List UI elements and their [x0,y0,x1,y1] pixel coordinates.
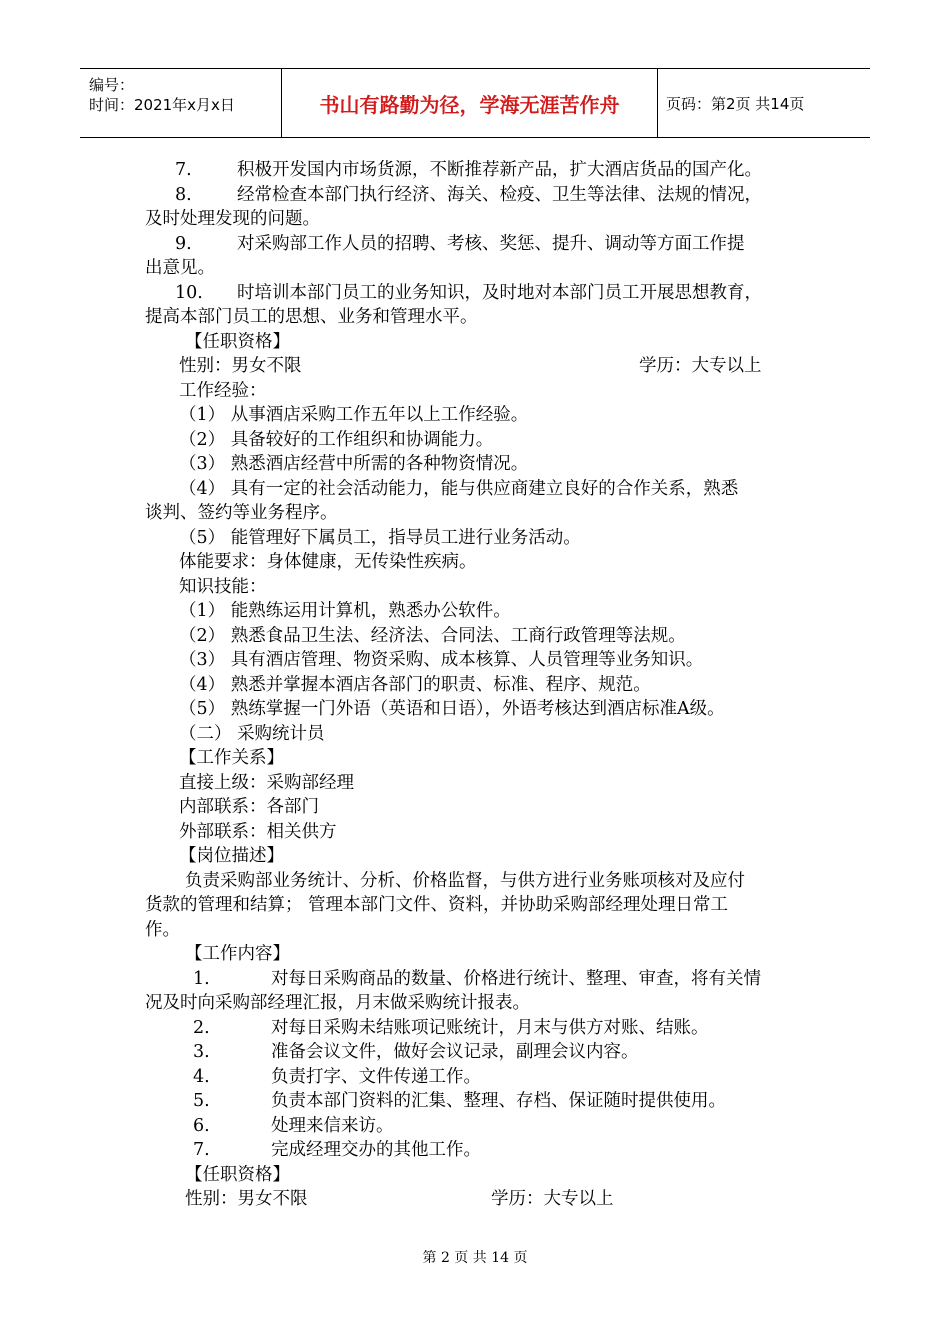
page-info-text: 页码：第2页 共14页 [666,94,805,113]
section-heading: 【任职资格】 [185,331,290,352]
description-line: 货款的管理和结算； 管理本部门文件、资料，并协助采购部经理处理日常工 [145,895,729,915]
motto-cell [282,69,658,137]
duty-item: 8. 经常检查本部门执行经济、海关、检疫、卫生等法律、法规的情况， [175,184,762,205]
gender-requirement: 性别：男女不限 [179,356,302,376]
task-item: 1. 对每日采购商品的数量、价格进行统计、整理、审查，将有关情 [193,968,761,989]
section-title: （二） 采购统计员 [179,723,325,744]
skill-item: （5） 熟练掌握一门外语（英语和日语），外语考核达到酒店标准A级。 [179,699,725,719]
experience-item: （4） 具有一定的社会活动能力，能与供应商建立良好的合作关系，熟悉 [179,478,739,499]
skill-item: （1） 能熟练运用计算机，熟悉办公软件。 [179,601,511,621]
section-heading: 【工作内容】 [185,944,290,964]
physical-requirement: 体能要求：身体健康，无传染性疾病。 [179,552,477,572]
skill-item: （3） 具有酒店管理、物资采购、成本核算、人员管理等业务知识。 [179,650,704,670]
duty-item: 9. 对采购部工作人员的招聘、考核、奖惩、提升、调动等方面工作提 [175,233,745,254]
task-item: 5. 负责本部门资料的汇集、整理、存档、保证随时提供使用。 [193,1091,726,1111]
section-heading: 【任职资格】 [185,1164,290,1185]
task-item: 7. 完成经理交办的其他工作。 [193,1140,481,1160]
duty-item-continued: 提高本部门员工的思想、业务和管理水平。 [145,307,478,327]
description-line: 负责采购部业务统计、分析、价格监督，与供方进行业务账项核对及应付 [185,870,745,891]
task-item: 6. 处理来信来访。 [193,1115,394,1136]
experience-item: （1） 从事酒店采购工作五年以上工作经验。 [179,405,529,425]
duty-item-continued: 及时处理发现的问题。 [145,209,320,229]
task-item: 2. 对每日采购未结账项记账统计，月末与供方对账、结账。 [193,1017,709,1038]
education-requirement: 学历：大专以上 [491,1189,614,1209]
external-contact-line: 外部联系：相关供方 [179,821,337,842]
requirement-row [145,354,817,379]
internal-contact-line: 内部联系：各部门 [179,797,319,817]
skills-title: 知识技能： [179,576,267,597]
experience-item: （3） 熟悉酒店经营中所需的各种物资情况。 [179,454,529,474]
experience-title: 工作经验： [179,380,267,401]
skill-item: （2） 熟悉食品卫生法、经济法、合同法、工商行政管理等法规。 [179,625,686,646]
section-heading: 【岗位描述】 [179,846,284,866]
duty-item-continued: 出意见。 [145,258,215,278]
task-item: 3. 准备会议文件，做好会议记录，副理会议内容。 [193,1042,639,1062]
task-item: 4. 负责打字、文件传递工作。 [193,1066,481,1087]
page-info-cell [658,69,870,137]
motto-text: 书山有路勤为径，学海无涯苦作舟 [319,92,620,117]
header-meta-cell [80,69,282,137]
experience-item: （2） 具备较好的工作组织和协调能力。 [179,429,494,450]
skill-item: （4） 熟悉并掌握本酒店各部门的职责、标准、程序、规范。 [179,674,651,695]
document-body [145,158,817,1212]
gender-requirement: 性别：男女不限 [185,1189,308,1209]
header-table [80,68,870,138]
task-item-continued: 况及时向采购部经理汇报，月末做采购统计报表。 [145,993,530,1013]
education-requirement: 学历：大专以上 [639,356,762,376]
duty-item: 10. 时培训本部门员工的业务知识，及时地对本部门员工开展思想教育， [175,282,762,303]
description-line: 作。 [145,919,180,940]
number-label: 编号： [89,76,135,94]
date-label: 时间：2021年x月x日 [89,96,235,114]
requirement-row [145,1187,817,1212]
experience-item-continued: 谈判、签约等业务程序。 [145,503,338,523]
section-heading: 【工作关系】 [179,748,284,768]
page-footer: 第 2 页 共 14 页 [422,1250,528,1266]
experience-item: （5） 能管理好下属员工，指导员工进行业务活动。 [179,527,581,548]
superior-line: 直接上级：采购部经理 [179,772,354,793]
duty-item: 7. 积极开发国内市场货源，不断推荐新产品，扩大酒店货品的国产化。 [175,160,762,180]
